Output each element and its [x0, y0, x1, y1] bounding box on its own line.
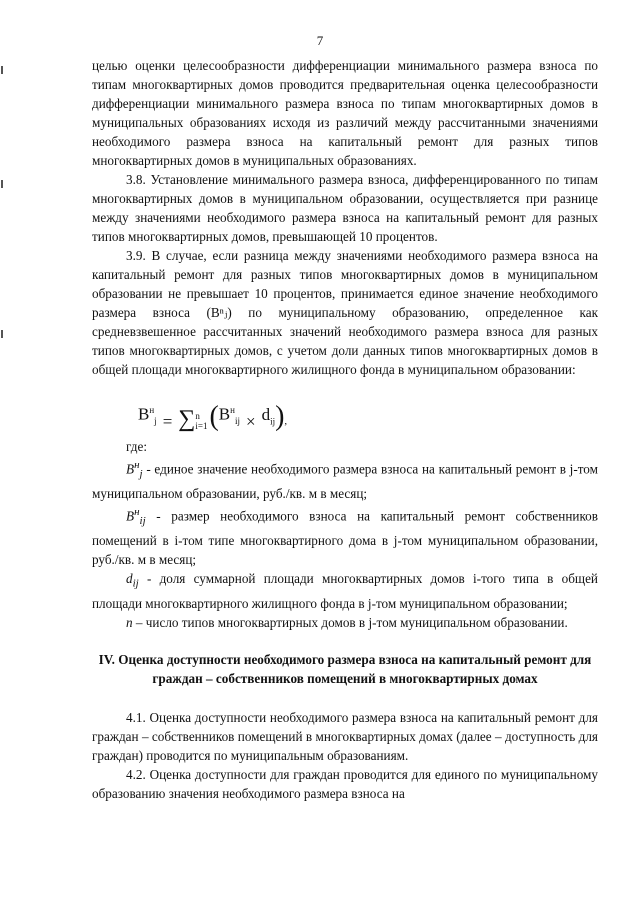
weighted-average-formula	[138, 387, 598, 431]
page-number: 7	[316, 33, 324, 48]
definition-item: $B^н_j$ - единое значение необходимого размера взноса на капитальный ремонт в j-том муниципальном образовании, руб./кв. м в месяц;	[92, 459, 598, 502]
definition-item: $B^н_{ij}$ - размер необходимого взноса на капитальный ремонт собственников помещений в i-том типе многоквартирного дома в j-том муниципальном образовании, руб./кв. м в месяц;	[92, 506, 598, 568]
close-paren: )	[275, 401, 285, 432]
formula-lhs: $В^н_j$	[138, 404, 157, 426]
paragraph-3-9: 3.9. В случае, если разница между значениями необходимого размера взноса на капитальный ремонт для разных типов многоквартирных домов в муниципальном образовании не превышает 10 процентов, принимается единое значение необходимого размера взноса (Вⁿⱼ) по муниципальному образованию, определенное как средневзвешенное рассчитанных значений необходимого размера взноса для разных типов многоквартирных домов, с учетом доли данных типов многоквартирных домов в общей площади многоквартирного жилищного фонда в муниципальном образовании:	[92, 248, 598, 377]
formula-trailing-comma: ,	[284, 415, 288, 427]
margin-mark	[1, 66, 3, 74]
definition-item: n – число типов многоквартирных домов в j-том муниципальном образовании.	[126, 614, 568, 630]
formula-times: ×	[245, 412, 256, 431]
formula-equals: =	[162, 412, 173, 431]
paragraph-3-8: 3.8. Установление минимального размера взноса, дифференцированного по типам многоквартирных домов в муниципальном образовании, осуществляется при разнице между значениями необходимого размера взноса на капитальный ремонт для разных типов многоквартирных домов, превышающей 10 процентов.	[92, 172, 598, 244]
open-paren: (	[209, 401, 219, 432]
definition-item: $d_{ij}$ - доля суммарной площади многоквартирных домов i-того типа в общей площади многоквартирного жилищного фонда в j-том муниципальном образовании;	[92, 571, 598, 611]
document-body	[92, 56, 598, 803]
paragraph-4-2: 4.2. Оценка доступности для граждан проводится для единого по муниципальному образованию значения необходимого размера взноса на	[92, 766, 598, 801]
sum-limits: n i=1	[195, 411, 208, 431]
paragraph-continuation: целью оценки целесообразности дифференциации минимального размера взноса по типам многоквартирных домов проводится предварительная оценка целесообразности дифференциации минимального размера взноса по типам многоквартирных домов в муниципальных образованиях исходя из различий между рассчитанными значениями необходимого размера взноса на капитальный ремонт для разных типов многоквартирных домов в муниципальных образованиях.	[92, 58, 598, 168]
paragraph-4-1: 4.1. Оценка доступности необходимого размера взноса на капитальный ремонт для граждан – собственников помещений в многоквартирных домах (далее – доступность для граждан) проводится по муниципальным образованиям.	[92, 709, 598, 763]
formula-term-b: $В^н_{ij}$	[218, 404, 240, 426]
margin-mark	[1, 330, 3, 338]
sum-symbol: ∑	[178, 406, 196, 432]
section-heading: IV. Оценка доступности необходимого размера взноса на капитальный ремонт для граждан – собственников помещений в многоквартирных домах	[98, 651, 592, 686]
where-label: где:	[126, 439, 147, 454]
formula-term-d: $d_{ij}$	[261, 404, 276, 426]
margin-mark	[1, 180, 3, 188]
